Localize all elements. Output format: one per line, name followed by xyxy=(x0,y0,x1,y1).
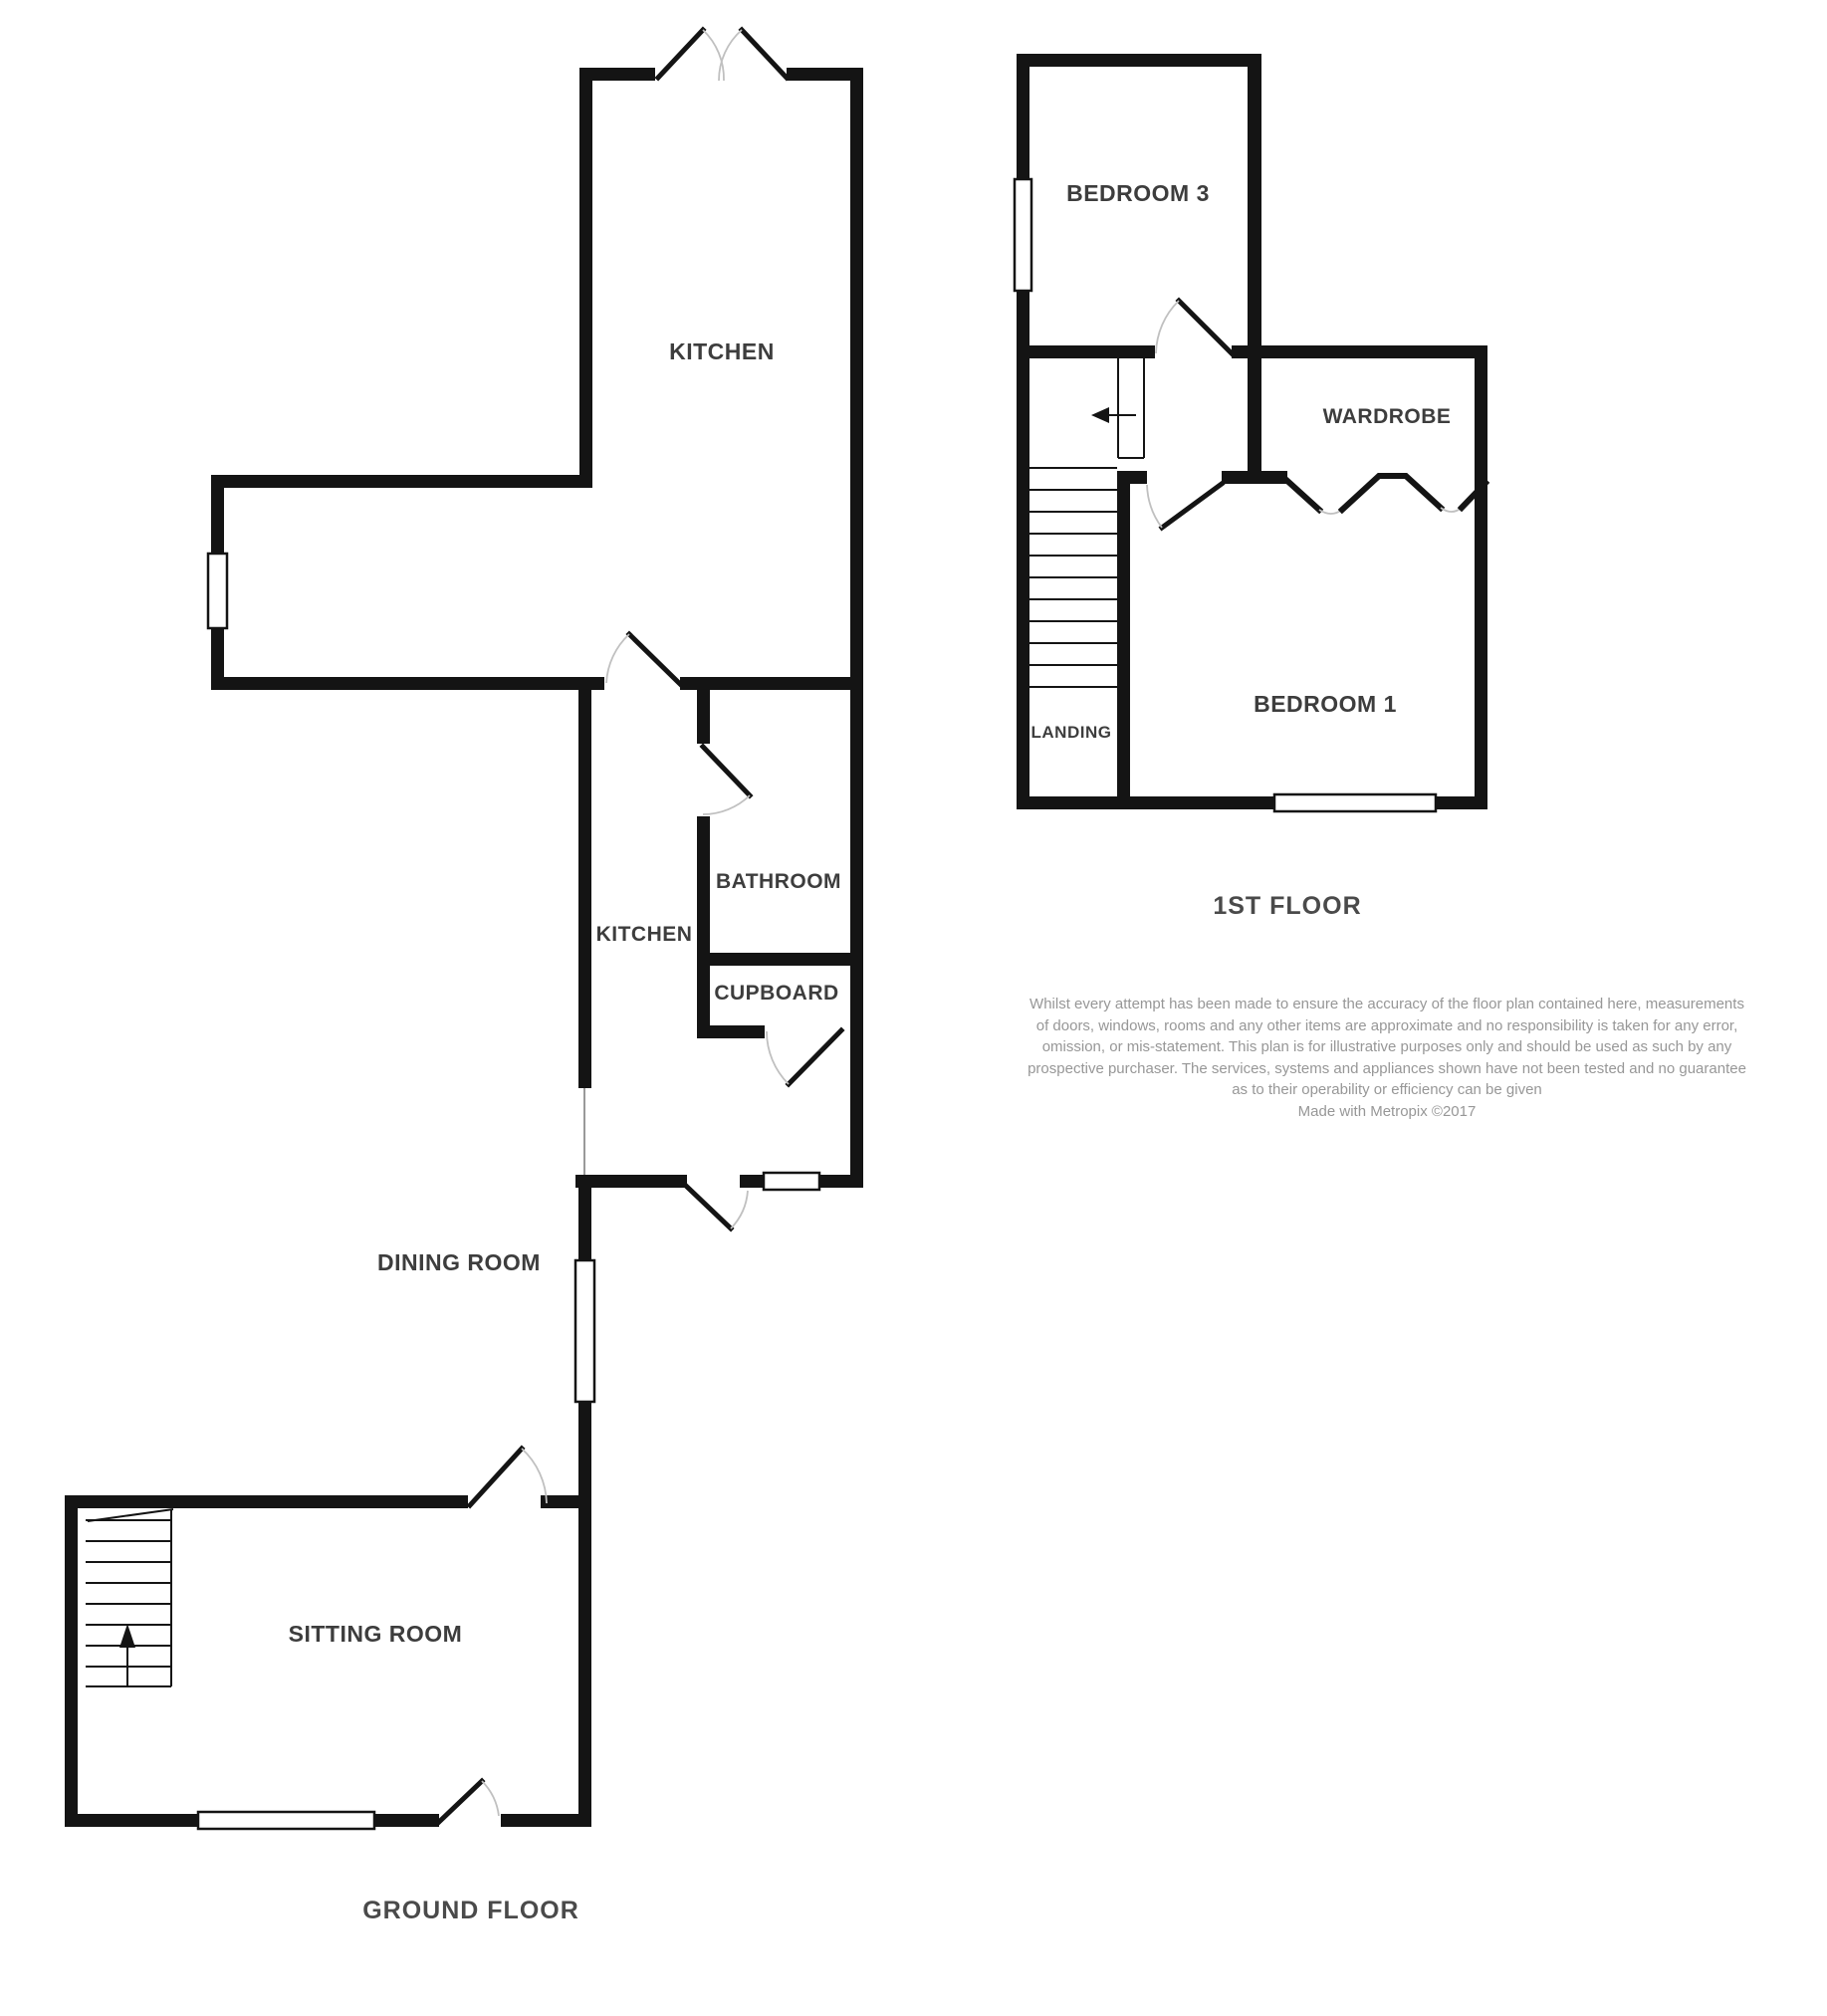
wall xyxy=(578,1187,591,1261)
room-label-bedroom1: BEDROOM 1 xyxy=(1254,691,1397,717)
door-leaf xyxy=(742,30,787,78)
wall xyxy=(697,1025,765,1038)
door-leaf xyxy=(1162,484,1222,528)
room-label-kitchen: KITCHEN xyxy=(669,338,775,364)
wall xyxy=(373,1814,439,1827)
door-arc xyxy=(1156,301,1179,353)
wall xyxy=(575,1175,687,1188)
stairs-ground xyxy=(86,1509,173,1686)
door-leaf xyxy=(658,30,703,78)
disclaimer-line: as to their operability or efficiency can be given xyxy=(1232,1081,1542,1098)
wall xyxy=(850,68,863,1188)
door-arc xyxy=(1147,485,1162,528)
door-arc xyxy=(522,1449,547,1503)
wall xyxy=(697,953,850,966)
room-label-bedroom3: BEDROOM 3 xyxy=(1066,180,1210,206)
wall xyxy=(1017,345,1155,358)
ground-floor-title: GROUND FLOOR xyxy=(362,1897,579,1924)
disclaimer-line: Whilst every attempt has been made to ensure the accuracy of the floor plan contained here, measurements xyxy=(1029,996,1744,1012)
wall xyxy=(818,1175,863,1188)
window xyxy=(1274,794,1436,811)
door-arc xyxy=(606,634,629,683)
door-leaf xyxy=(470,1449,522,1505)
door-arc xyxy=(703,30,724,81)
wall xyxy=(1017,54,1029,809)
disclaimer-made-with: Made with Metropix ©2017 xyxy=(1297,1103,1477,1120)
wardrobe-folding-doors xyxy=(1287,476,1485,514)
wall xyxy=(579,68,592,488)
door-arc xyxy=(719,30,742,81)
wall xyxy=(211,677,604,690)
door-arc xyxy=(482,1781,499,1816)
wall xyxy=(65,1495,468,1508)
wall xyxy=(1232,345,1248,358)
wall xyxy=(578,1508,591,1827)
door-leaf xyxy=(1179,301,1232,353)
wall xyxy=(1475,345,1487,809)
wall xyxy=(578,1401,591,1508)
door-arc xyxy=(731,1191,748,1229)
room-label-sitting-room: SITTING ROOM xyxy=(288,1621,463,1647)
disclaimer-line: of doors, windows, rooms and any other items are approximate and no responsibility is taken for any error, xyxy=(1035,1017,1738,1034)
door-leaf xyxy=(703,747,750,795)
window xyxy=(198,1812,374,1829)
door-leaf xyxy=(789,1030,841,1084)
window xyxy=(1015,179,1031,291)
wall xyxy=(65,1814,199,1827)
stairs-down-arrow xyxy=(1091,407,1109,423)
room-label-dining-room: DINING ROOM xyxy=(377,1249,541,1275)
door-arc xyxy=(703,795,750,814)
ground-floor-plan xyxy=(65,30,863,1924)
wall xyxy=(1248,54,1261,484)
wall xyxy=(1117,471,1130,796)
disclaimer-line: omission, or mis-statement. This plan is for illustrative purposes only and should be used as such by any xyxy=(1041,1038,1732,1055)
door-leaf xyxy=(439,1781,482,1822)
first-floor-plan xyxy=(1015,54,1487,920)
wall xyxy=(578,690,591,1088)
wall xyxy=(65,1495,78,1827)
wall xyxy=(697,690,710,744)
wall xyxy=(501,1814,591,1827)
window xyxy=(208,554,227,628)
wall xyxy=(1261,345,1487,358)
door-leaf xyxy=(629,634,680,684)
wall xyxy=(541,1495,591,1508)
stairs-up-arrow xyxy=(119,1624,135,1648)
room-label-kitchen-lower: KITCHEN xyxy=(595,923,693,946)
wall xyxy=(680,677,850,690)
wall xyxy=(697,816,710,1038)
room-label-landing: LANDING xyxy=(1030,723,1112,742)
door-arc xyxy=(767,1031,789,1084)
window xyxy=(575,1260,594,1402)
wall xyxy=(211,475,592,488)
wall xyxy=(1222,471,1287,484)
first-floor-title: 1ST FLOOR xyxy=(1213,892,1362,920)
disclaimer-line: prospective purchaser. The services, systems and appliances shown have not been tested and no guarantee xyxy=(1028,1060,1746,1077)
wall xyxy=(740,1175,765,1188)
window xyxy=(764,1173,819,1190)
room-label-wardrobe: WARDROBE xyxy=(1322,405,1452,428)
room-label-bathroom: BATHROOM xyxy=(715,870,842,893)
wall xyxy=(1017,54,1261,67)
door-leaf xyxy=(687,1187,731,1229)
disclaimer-block xyxy=(1028,996,1746,1120)
wall xyxy=(1117,471,1147,484)
room-label-cupboard: CUPBOARD xyxy=(714,982,839,1005)
